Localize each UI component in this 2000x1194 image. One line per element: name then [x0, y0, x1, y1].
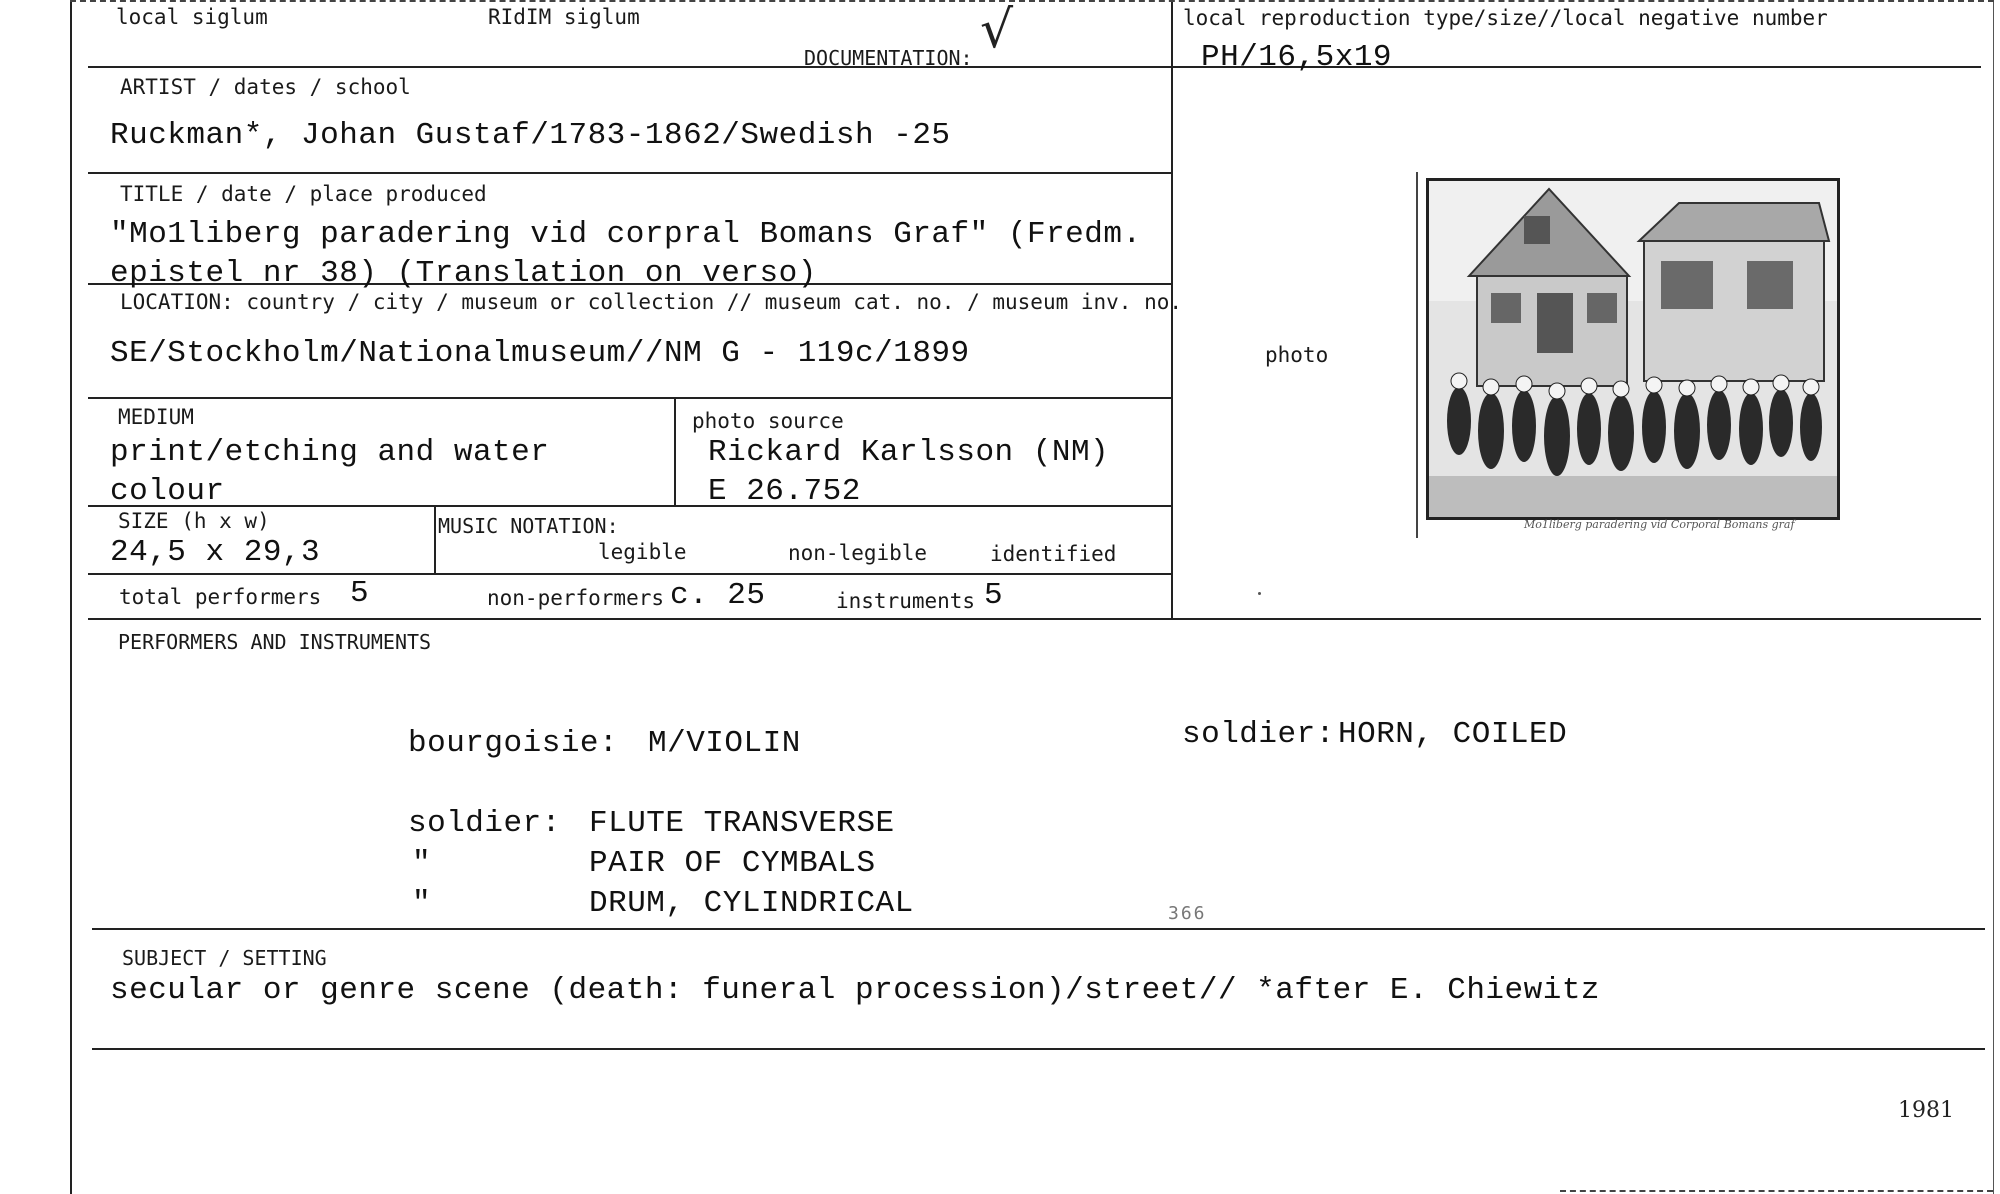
medium-label: MEDIUM — [118, 405, 194, 429]
photo-mount-edge — [1416, 172, 1418, 538]
photo-source-line-1: Rickard Karlsson (NM) — [708, 435, 1110, 470]
local-siglum-label: local siglum — [116, 5, 268, 29]
rule-performers — [92, 928, 1985, 930]
total-performers-label: total performers — [119, 585, 322, 609]
title-label: TITLE / date / place produced — [120, 182, 487, 206]
subject-label: SUBJECT / SETTING — [122, 946, 327, 970]
performer-role-4: " — [412, 886, 432, 921]
performer-role-2: soldier: — [408, 806, 561, 841]
medium-line-1: print/etching and water — [110, 435, 550, 470]
non-performers-label: non-performers — [487, 586, 665, 610]
performer-instrument-4: DRUM, CYLINDRICAL — [589, 886, 914, 921]
rule-subject — [92, 1048, 1985, 1050]
photo-label: photo — [1265, 343, 1329, 367]
rule-artist — [88, 172, 1171, 174]
right-border — [1993, 0, 1994, 1194]
music-notation-non-legible: non-legible — [788, 541, 928, 565]
total-performers-value: 5 — [350, 576, 370, 611]
instruments-label: instruments — [836, 589, 976, 613]
reproduction-label: local reproduction type/size//local negative number — [1183, 6, 1828, 30]
photo-source-label: photo source — [692, 409, 844, 433]
music-notation-identified: identified — [990, 542, 1117, 566]
rule-medium — [88, 505, 1171, 507]
performers-label: PERFORMERS AND INSTRUMENTS — [118, 630, 432, 654]
instruments-value: 5 — [984, 578, 1004, 613]
rule-header — [88, 66, 1171, 68]
rule-counts — [88, 618, 1981, 620]
performer-instrument-1: M/VIOLIN — [648, 726, 801, 761]
music-notation-legible: legible — [598, 540, 687, 564]
bottom-dashes — [1560, 1190, 1993, 1192]
size-label: SIZE (h x w) — [118, 509, 270, 533]
artwork-photo — [1426, 178, 1840, 520]
reproduction-value: PH/16,5x19 — [1201, 40, 1393, 75]
non-performers-value: c. 25 — [670, 578, 766, 613]
title-line-1: "Mo1liberg paradering vid corpral Bomans Graf" (Fredm. — [110, 217, 1142, 252]
location-value: SE/Stockholm/Nationalmuseum//NM G - 119c/1899 — [110, 336, 970, 371]
performer-role-5: soldier: — [1182, 717, 1335, 752]
performer-role-1: bourgoisie: — [408, 726, 619, 761]
artist-label: ARTIST / dates / school — [120, 75, 411, 99]
size-divider — [434, 505, 436, 573]
rule-location — [88, 397, 1171, 399]
documentation-checkmark: √ — [980, 0, 1014, 60]
year: 1981 — [1898, 1098, 1954, 1123]
photo-dot — [1258, 592, 1261, 595]
title-line-2: epistel nr 38) (Translation on verso) — [110, 256, 817, 291]
artwork-caption: Mo1liberg paradering vid Corporal Bomans graf — [1524, 518, 1795, 531]
subject-value: secular or genre scene (death: funeral procession)/street// *after E. Chiewitz — [110, 973, 1601, 1008]
rule-size — [88, 573, 1171, 575]
performer-instrument-2: FLUTE TRANSVERSE — [589, 806, 895, 841]
performer-role-3: " — [412, 846, 432, 881]
top-dashes — [70, 0, 1994, 2]
catalog-stamp: 366 — [1168, 903, 1207, 924]
size-value: 24,5 x 29,3 — [110, 535, 321, 570]
music-notation-label: MUSIC NOTATION: — [438, 514, 619, 538]
location-label: LOCATION: country / city / museum or collection // museum cat. no. / museum inv. no. — [120, 290, 1183, 314]
documentation-label: DOCUMENTATION: — [804, 46, 973, 70]
performer-instrument-3: PAIR OF CYMBALS — [589, 846, 876, 881]
artwork-image — [1429, 181, 1837, 517]
ridim-siglum-label: RIdIM siglum — [488, 5, 640, 29]
performer-instrument-5: HORN, COILED — [1338, 717, 1568, 752]
left-border — [70, 0, 72, 1194]
medium-divider — [674, 397, 676, 505]
medium-line-2: colour — [110, 474, 225, 509]
photo-source-line-2: E 26.752 — [708, 474, 861, 509]
artist-value: Ruckman*, Johan Gustaf/1783-1862/Swedish -25 — [110, 118, 951, 153]
